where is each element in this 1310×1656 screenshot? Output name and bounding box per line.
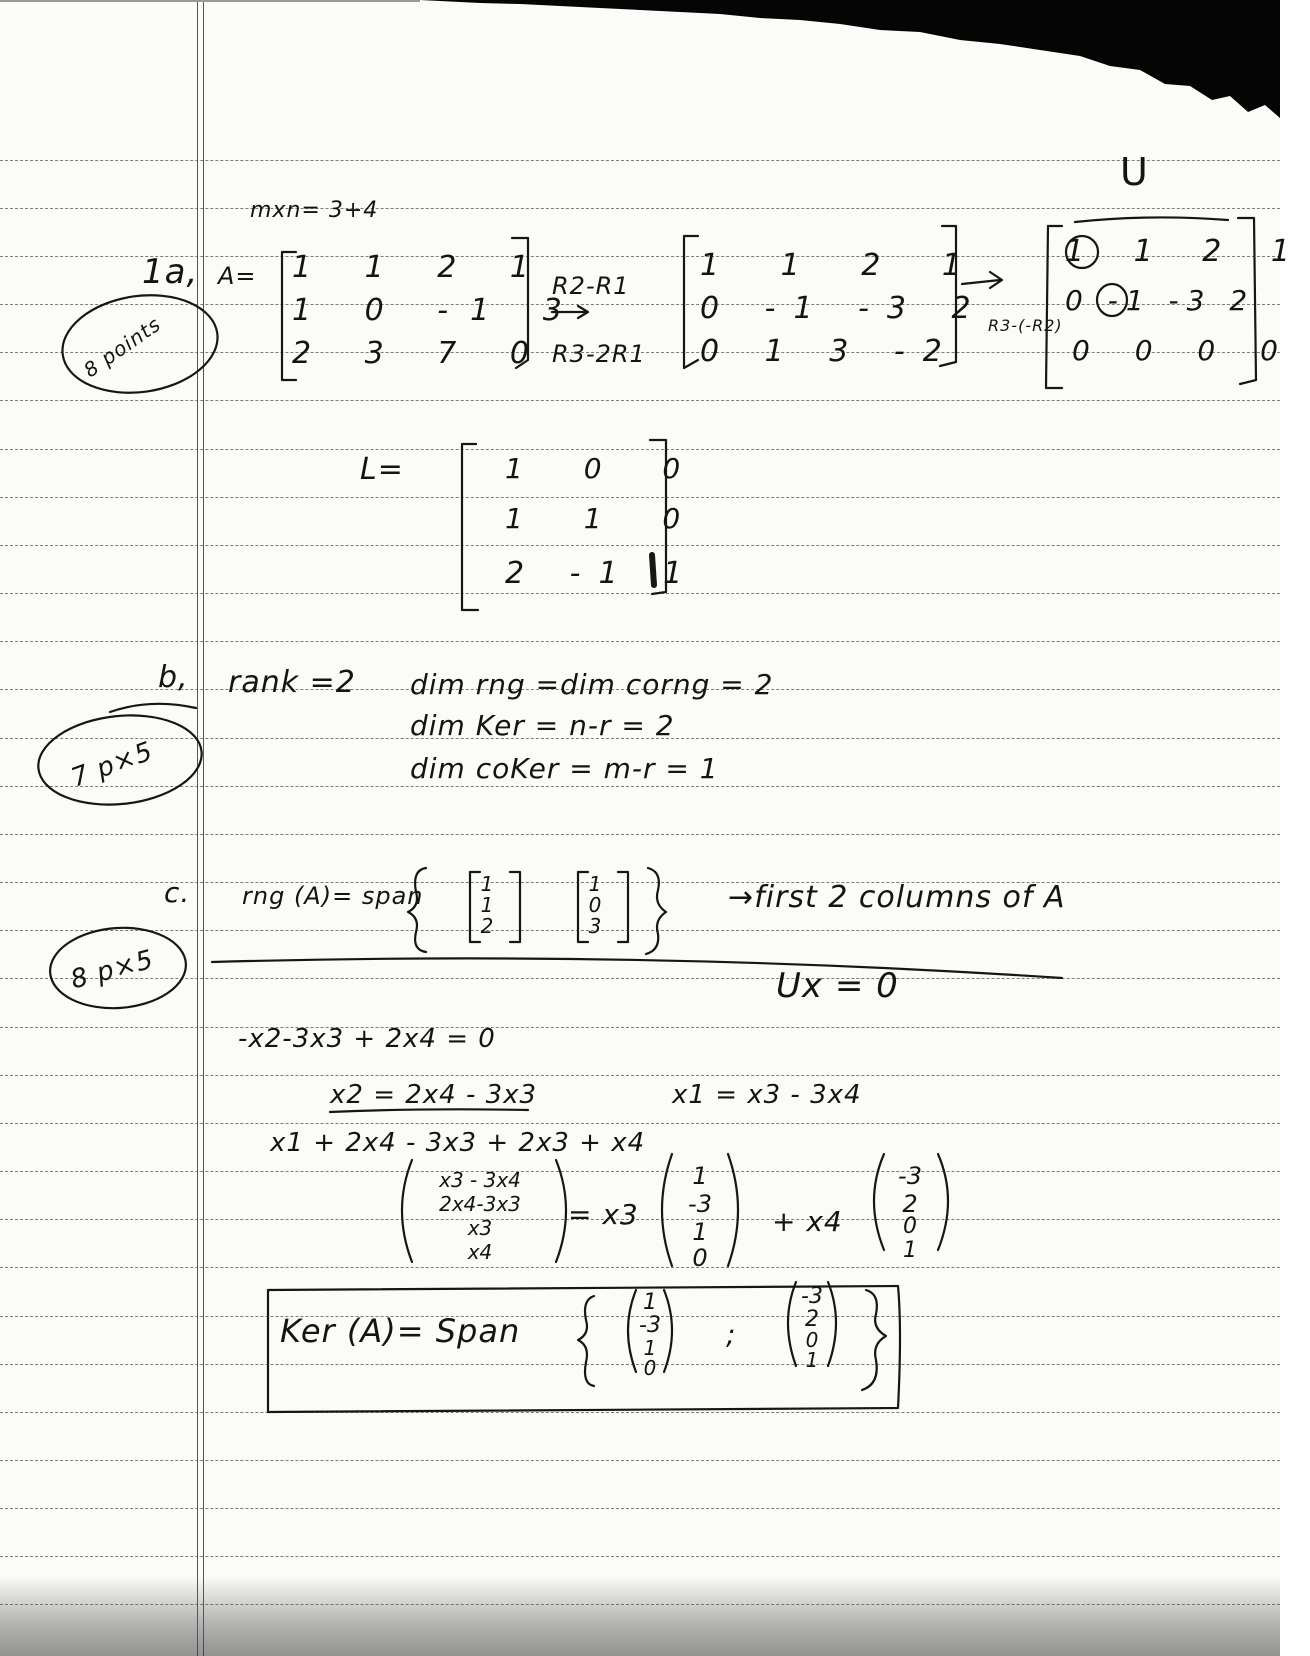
eq-line-4: x1 + 2x4 - 3x3 + 2x3 + x4: [270, 1128, 646, 1158]
k2-entry: 2: [902, 1190, 918, 1218]
scan-shading: [0, 1576, 1280, 1656]
ruled-line: [0, 497, 1280, 498]
ruled-line: [0, 930, 1280, 931]
ruled-line: [0, 449, 1280, 450]
dim-rng-line: dim rng =dim corng = 2: [410, 668, 774, 701]
ruled-line: [0, 1267, 1280, 1268]
ker-v1-entry: -3: [639, 1313, 661, 1338]
v1-entry: 1: [480, 893, 494, 917]
ruled-line: [0, 160, 1280, 161]
dim-ker-line: dim Ker = n-r = 2: [410, 709, 675, 742]
rng-span: rng (A)= span: [242, 882, 424, 910]
ruled-line: [0, 786, 1280, 787]
ruled-line: [0, 1075, 1280, 1076]
separator: ;: [726, 1318, 737, 1351]
gen-vec-entry: 2x4-3x3: [439, 1192, 521, 1216]
ker-v2-entry: -3: [801, 1284, 823, 1309]
k1-entry: 1: [692, 1162, 708, 1190]
ruled-line: [0, 208, 1280, 209]
row-op-r3-2: R3-(-R2): [988, 316, 1063, 335]
matrix-L-row: 1 0 0: [505, 452, 707, 485]
ker-v1-entry: 1: [643, 1290, 657, 1315]
k2-entry: 0: [903, 1214, 917, 1239]
first-columns-note: →first 2 columns of A: [728, 880, 1066, 915]
points-c: 8 p×5: [67, 944, 158, 996]
ker-v2-entry: 1: [805, 1348, 819, 1372]
rank-text: rank =2: [228, 665, 356, 700]
matrix-U-row: 0 0 0 0: [1072, 334, 1296, 367]
ruled-line: [0, 1027, 1280, 1028]
v1-entry: 2: [480, 914, 494, 938]
k2-entry: 1: [903, 1238, 917, 1263]
k1-entry: -3: [688, 1190, 712, 1218]
part-c-label: c.: [164, 876, 191, 909]
gen-vec-entry: x4: [467, 1240, 493, 1264]
ruled-line: [0, 882, 1280, 883]
matrix-U-row: 0 -1 -3 2: [1065, 284, 1256, 317]
matrix-A-row: 1 0 -1 3: [292, 293, 584, 328]
ruled-line: [0, 593, 1280, 594]
k1-entry: 0: [692, 1244, 708, 1272]
U-label: U: [1120, 150, 1149, 194]
v2-entry: 3: [588, 914, 602, 938]
matrix-B-row: 0 -1 -3 2: [700, 291, 989, 326]
dim-coker-line: dim coKer = m-r = 1: [410, 752, 719, 785]
torn-edge: [0, 0, 1280, 120]
matrix-U-row: 1 1 2 1: [1065, 234, 1310, 269]
k2-entry: -3: [898, 1162, 922, 1190]
Ux-equation: Ux = 0: [776, 966, 899, 1006]
ker-v1-entry: 0: [643, 1356, 657, 1380]
ruled-line: [0, 978, 1280, 979]
k1-entry: 1: [692, 1218, 708, 1246]
v2-entry: 1: [588, 872, 602, 896]
ruled-line: [0, 1171, 1280, 1172]
v1-entry: 1: [480, 872, 494, 896]
x4-coefficient: + x4: [772, 1205, 843, 1238]
A-label: A=: [218, 262, 257, 290]
ker-span: Ker (A)= Span: [280, 1312, 521, 1350]
ruled-line: [0, 1508, 1280, 1509]
points-a: 8 points: [79, 311, 166, 383]
margin-line: [203, 0, 204, 1656]
ruled-line: [0, 400, 1280, 401]
matrix-B-row: 0 1 3 -2: [700, 334, 960, 369]
matrix-L-row: 2 -1 1: [505, 556, 701, 591]
gen-vec-entry: x3: [467, 1216, 493, 1240]
matrix-B-row: 1 1 2 1: [700, 248, 987, 283]
L-label: L=: [360, 452, 404, 487]
matrix-L-row: 1 1 0: [505, 502, 707, 535]
ruled-line: [0, 1460, 1280, 1461]
ruled-line: [0, 1123, 1280, 1124]
ruled-line: [0, 1556, 1280, 1557]
row-op-r2: R2-R1: [552, 272, 630, 300]
points-b: 7 p×5: [67, 736, 158, 794]
ruled-line: [0, 545, 1280, 546]
ruled-line: [0, 641, 1280, 642]
x3-coefficient: = x3: [568, 1198, 639, 1231]
ker-v2-entry: 0: [805, 1328, 819, 1352]
ker-v1-entry: 1: [643, 1336, 657, 1360]
eq-line-3: x1 = x3 - 3x4: [672, 1080, 862, 1110]
dims-note: mxn= 3+4: [250, 198, 379, 223]
part-a-label: 1a,: [142, 252, 199, 292]
matrix-A-row: 2 3 7 0: [292, 336, 551, 371]
part-b-label: b,: [158, 660, 189, 695]
ker-v2-entry: 2: [805, 1307, 819, 1332]
v2-entry: 0: [588, 893, 602, 917]
row-op-r3: R3-2R1: [552, 340, 646, 368]
matrix-A-row: 1 1 2 1: [292, 250, 551, 285]
ruled-line: [0, 1412, 1280, 1413]
eq-line-2: x2 = 2x4 - 3x3: [330, 1080, 538, 1110]
gen-vec-entry: x3 - 3x4: [439, 1168, 521, 1192]
ruled-line: [0, 834, 1280, 835]
ruled-line: [0, 1219, 1280, 1220]
margin-line: [197, 0, 198, 1656]
eq-line-1: -x2-3x3 + 2x4 = 0: [238, 1024, 496, 1054]
